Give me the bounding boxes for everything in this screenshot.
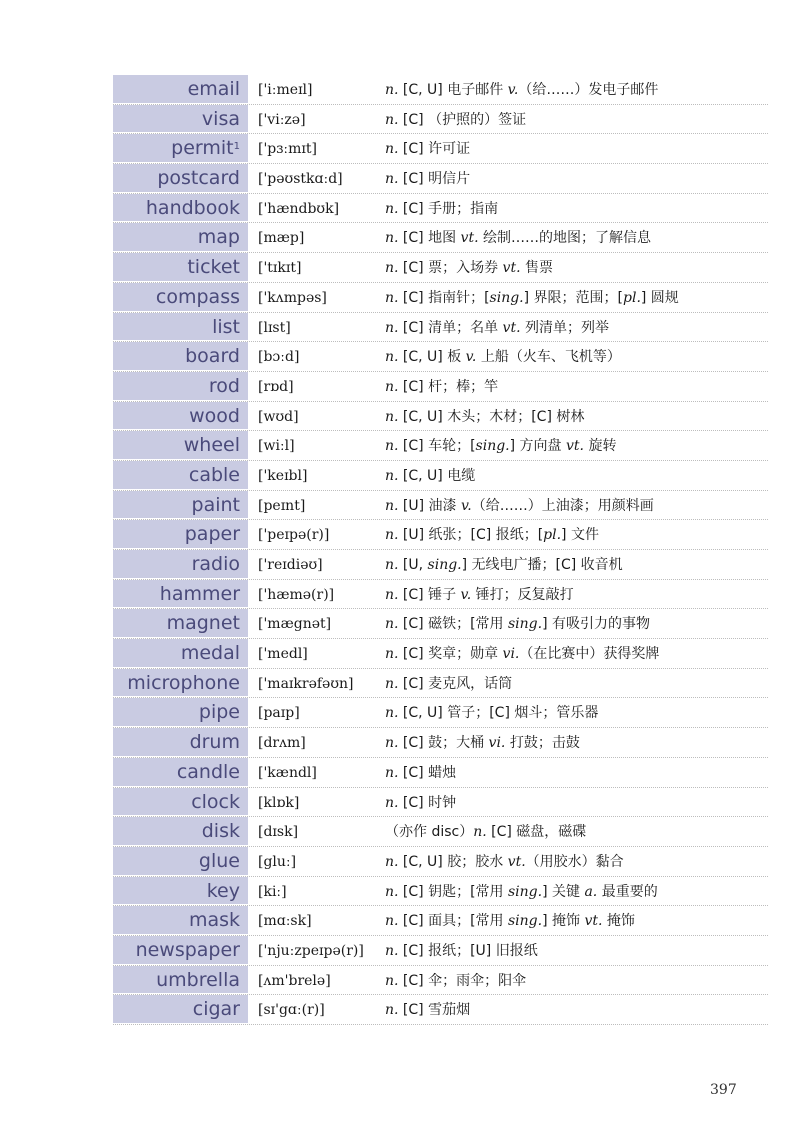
headword [113,906,248,935]
part-of-speech: pl. [543,527,562,544]
headword-text: wood [189,404,240,427]
phonetic-transcription: [sɪ'gɑː(r)] [258,1002,325,1019]
definition [385,194,768,223]
definition-text: [C] 杆；棒；竿 [398,378,499,395]
headword-text: handbook [145,196,240,219]
vocab-entry-row [113,134,768,164]
definition-text: ] 文件 [561,527,599,544]
headword-text: permit [171,137,234,160]
part-of-speech: vi. [488,735,506,752]
headword-text: cable [188,463,240,486]
part-of-speech: n. [385,200,399,217]
definition-text: [C] 车轮；[ [398,438,476,455]
phonetic-transcription: [mæp] [258,230,305,247]
part-of-speech: n. [385,82,399,98]
headword-text: compass [155,285,240,308]
part-of-speech: v. [461,497,472,514]
definition-text: [C] 磁盘，磁碟 [486,824,587,841]
part-of-speech: vt. [507,853,526,870]
vocab-entry-row [113,669,768,699]
definition [385,758,768,787]
headword-text: pipe [198,701,240,724]
vocab-entry-row [113,817,768,847]
headword [113,609,248,638]
part-of-speech: n. [385,883,399,900]
definition-text: [C] 蜡烛 [398,764,457,781]
part-of-speech: v. [507,82,519,98]
part-of-speech: sing. [427,557,462,573]
definition-text: [C, U] 电子邮件 [398,82,508,98]
headword [113,877,248,906]
headword [113,283,248,312]
definition-text: （亦作 disc） [385,824,474,841]
part-of-speech: n. [385,378,399,395]
definition [385,105,768,134]
definition [385,550,768,579]
vocab-entry-row [113,550,768,580]
part-of-speech: n. [385,942,399,959]
definition-text: [U, [398,557,428,573]
definition [385,698,768,727]
headword [113,669,248,698]
phonetic-transcription: [paɪp] [258,705,300,722]
definition [385,75,768,104]
part-of-speech: v. [465,349,477,366]
definition-text: ] 界限；范围；[ [523,289,623,306]
part-of-speech: n. [385,438,399,455]
headword-text: cigar [192,998,240,1021]
definition-text: [C] 地图 [398,230,461,247]
part-of-speech: n. [385,349,399,366]
vocab-entry-row [113,461,768,491]
definition-text: ] 有吸引力的事物 [542,616,650,633]
part-of-speech: n. [385,646,399,663]
vocab-entry-row [113,313,768,343]
part-of-speech: n. [385,319,399,336]
definition [385,609,768,638]
definition-text: [C] 面具；[常用 [398,913,508,930]
definition [385,164,768,193]
definition-text: [C] 磁铁；[常用 [398,616,508,633]
definition-text: [U] 纸张；[C] 报纸；[ [398,527,544,544]
definition [385,134,768,163]
headword-text: list [212,315,240,338]
definition [385,520,768,549]
headword-text: clock [191,790,240,813]
headword-text: map [197,226,240,249]
definition-text: [C, U] 胶；胶水 [398,853,508,870]
headword [113,372,248,401]
definition-text: [C] 锤子 [398,586,461,603]
vocab-entry-row [113,639,768,669]
part-of-speech: n. [385,289,399,306]
phonetic-transcription: ['keɪbl] [258,467,308,484]
vocab-entry-row [113,788,768,818]
part-of-speech: vt. [502,260,521,277]
part-of-speech: sing. [507,913,543,930]
definition [385,491,768,520]
vocab-entry-row [113,164,768,194]
definition [385,342,768,371]
definition [385,372,768,401]
definition-text: 锤打；反复敲打 [471,586,574,603]
part-of-speech: n. [385,705,399,722]
phonetic-transcription: ['peɪpə(r)] [258,527,330,544]
phonetic-transcription: [klɒk] [258,794,300,811]
headword-text: email [187,78,240,100]
headword [113,342,248,371]
definition [385,669,768,698]
part-of-speech: n. [385,853,399,870]
vocab-entry-row [113,342,768,372]
part-of-speech: sing. [507,883,543,900]
vocab-entry-row [113,402,768,432]
vocab-entry-row [113,847,768,877]
definition [385,402,768,431]
headword-text: drum [189,731,240,754]
phonetic-transcription: ['pɜːmɪt] [258,141,317,158]
part-of-speech: n. [385,586,399,603]
phonetic-transcription: [ʌm'brelə] [258,972,331,989]
part-of-speech: n. [385,111,399,128]
headword [113,995,248,1024]
vocab-entry-row [113,758,768,788]
headword-text: newspaper [135,938,240,961]
page-number: 397 [710,1082,737,1098]
headword-text: disk [201,820,240,843]
definition-text: [C] 时钟 [398,794,457,811]
headword-text: key [206,879,240,902]
definition-text: [C] （护照的）签证 [398,111,527,128]
phonetic-transcription: [wiːl] [258,438,295,455]
definition-text: [C] 伞；雨伞；阳伞 [398,972,527,989]
headword [113,164,248,193]
headword [113,461,248,490]
definition-text: [C, U] 木头；木材；[C] 树林 [398,408,585,425]
part-of-speech: n. [473,824,487,841]
headword [113,253,248,282]
headword [113,550,248,579]
phonetic-transcription: [rɒd] [258,378,294,395]
definition-text: （在比赛中）获得奖牌 [519,646,660,663]
phonetic-transcription: [lɪst] [258,319,291,336]
part-of-speech: pl. [623,289,641,306]
part-of-speech: n. [385,735,399,752]
part-of-speech: n. [385,675,399,692]
definition-text: 绘制……的地图；了解信息 [478,230,651,247]
phonetic-transcription: ['medl] [258,646,308,663]
headword [113,313,248,342]
part-of-speech: n. [385,794,399,811]
phonetic-transcription: ['pəʊstkɑːd] [258,171,343,188]
definition-text: [C] 报纸；[U] 旧报纸 [398,942,538,959]
vocab-entry-row [113,431,768,461]
vocab-entry-row [113,253,768,283]
definition-text: [C] 手册；指南 [398,200,499,217]
part-of-speech: n. [385,972,399,989]
definition-text: ] 圆规 [640,289,679,306]
headword-text: radio [191,553,240,575]
vocab-entry-row [113,283,768,313]
definition-text: [C] 雪茄烟 [398,1002,471,1019]
definition-text: [C, U] 管子；[C] 烟斗；管乐器 [398,705,599,722]
definition [385,283,768,312]
headword [113,788,248,817]
vocab-entry-row [113,75,768,105]
part-of-speech: sing. [489,289,524,306]
definition-text: （给……）上油漆；用颜料画 [471,497,654,514]
definition [385,580,768,609]
definition-text: 上船（火车、飞机等） [476,349,621,366]
phonetic-transcription: ['kʌmpəs] [258,289,327,306]
phonetic-transcription: ['reɪdiəʊ] [258,557,323,573]
vocab-entry-row [113,728,768,758]
part-of-speech: n. [385,171,399,188]
definition [385,639,768,668]
definition-text: 最重要的 [597,883,658,900]
definition [385,253,768,282]
headword-text: hammer [159,582,240,605]
part-of-speech: sing. [475,438,510,455]
headword-text: paper [184,523,240,546]
headword [113,728,248,757]
headword [113,491,248,520]
headword-text: postcard [157,167,240,190]
definition-text: [U] 油漆 [398,497,461,514]
headword [113,75,248,104]
phonetic-transcription: ['njuːzpeɪpə(r)] [258,942,364,959]
headword [113,936,248,965]
phonetic-transcription: [peɪnt] [258,497,306,514]
phonetic-transcription: [dɪsk] [258,824,299,841]
phonetic-transcription: ['kændl] [258,764,317,781]
headword-text: paint [191,493,240,516]
headword [113,105,248,134]
vocab-entry-row [113,520,768,550]
definition [385,995,768,1024]
phonetic-transcription: ['viːzə] [258,111,306,128]
part-of-speech: vt. [566,438,584,455]
definition-text: [C] 鼓；大桶 [398,735,489,752]
definition [385,313,768,342]
part-of-speech: vt. [502,319,521,336]
part-of-speech: v. [460,586,472,603]
definition-text: 打鼓；击鼓 [505,735,580,752]
phonetic-transcription: ['iːmeɪl] [258,82,313,98]
definition [385,223,768,252]
definition-text: （给……）发电子邮件 [518,82,659,98]
homograph-number: 1 [233,141,240,153]
headword-text: umbrella [156,968,240,991]
part-of-speech: vi. [502,646,520,663]
definition [385,817,768,846]
phonetic-transcription: ['mægnət] [258,616,332,633]
vocab-entry-row [113,491,768,521]
definition-text: ] 方向盘 [509,438,566,455]
part-of-speech: n. [385,764,399,781]
definition [385,966,768,995]
definition [385,877,768,906]
definition-text: [C] 钥匙；[常用 [398,883,508,900]
definition-text: [C] 指南针；[ [398,289,490,306]
headword [113,966,248,995]
definition-text: [C] 许可证 [398,141,471,158]
part-of-speech: n. [385,497,399,514]
vocab-entry-row [113,223,768,253]
part-of-speech: n. [385,467,399,484]
vocab-entry-row [113,906,768,936]
definition [385,431,768,460]
definition-text: [C] 麦克风，话筒 [398,675,513,692]
part-of-speech: n. [385,408,399,425]
part-of-speech: n. [385,1002,399,1019]
definition [385,936,768,965]
part-of-speech: vt. [584,913,603,930]
headword [113,847,248,876]
vocabulary-table [113,75,768,1025]
headword-text: mask [188,909,240,932]
definition-text: 掩饰 [602,913,635,930]
definition-text: 售票 [520,260,553,277]
part-of-speech: sing. [507,616,543,633]
vocab-entry-row [113,966,768,996]
headword [113,817,248,846]
definition-text: ] 关键 [542,883,585,900]
vocab-entry-row [113,372,768,402]
part-of-speech: n. [385,141,399,158]
definition [385,461,768,490]
headword [113,580,248,609]
part-of-speech: n. [385,616,399,633]
definition-text: （用胶水）黏合 [525,853,624,870]
phonetic-transcription: [gluː] [258,853,297,870]
headword-text: board [185,345,240,368]
definition [385,906,768,935]
definition-text: 列清单；列举 [520,319,609,336]
headword [113,194,248,223]
headword-text: glue [198,849,240,872]
definition-text: [C] 奖章；勋章 [398,646,503,663]
headword [113,520,248,549]
part-of-speech: n. [385,260,399,277]
headword-text: candle [176,760,240,783]
phonetic-transcription: [mɑːsk] [258,913,312,930]
part-of-speech: n. [385,230,399,247]
vocab-entry-row [113,995,768,1025]
phonetic-transcription: ['hæmə(r)] [258,586,335,603]
vocab-entry-row [113,105,768,135]
definition-text: [C, U] 电缆 [398,467,476,484]
definition-text: ] 掩饰 [542,913,585,930]
definition-text: ] 无线电广播；[C] 收音机 [461,557,623,573]
part-of-speech: n. [385,527,399,544]
headword-text: medal [180,642,240,665]
vocab-entry-row [113,936,768,966]
headword [113,639,248,668]
definition [385,788,768,817]
headword-text: wheel [183,434,240,457]
part-of-speech: n. [385,913,399,930]
vocab-entry-row [113,877,768,907]
phonetic-transcription: [drʌm] [258,735,306,752]
headword-text: ticket [187,256,240,279]
definition-text: [C] 明信片 [398,171,471,188]
part-of-speech: n. [385,557,399,573]
headword [113,402,248,431]
definition-text: [C, U] 板 [398,349,466,366]
phonetic-transcription: [kiː] [258,883,287,900]
part-of-speech: a. [584,883,598,900]
phonetic-transcription: [bɔːd] [258,349,300,366]
definition [385,728,768,757]
headword-text: magnet [166,612,240,635]
phonetic-transcription: ['maɪkrəfəʊn] [258,675,354,692]
phonetic-transcription: [wʊd] [258,408,299,425]
definition-text: 旋转 [584,438,617,455]
headword [113,223,248,252]
definition-text: [C] 票；入场券 [398,260,503,277]
part-of-speech: vt. [460,230,479,247]
vocab-entry-row [113,194,768,224]
vocab-entry-row [113,698,768,728]
vocab-entry-row [113,580,768,610]
headword [113,134,248,163]
headword-text: visa [201,107,240,130]
phonetic-transcription: ['tɪkɪt] [258,260,302,277]
headword [113,758,248,787]
headword [113,431,248,460]
headword-text: rod [208,374,240,397]
phonetic-transcription: ['hændbʊk] [258,200,340,217]
vocab-entry-row [113,609,768,639]
headword-text: microphone [127,671,240,694]
headword [113,698,248,727]
definition [385,847,768,876]
definition-text: [C] 清单；名单 [398,319,503,336]
